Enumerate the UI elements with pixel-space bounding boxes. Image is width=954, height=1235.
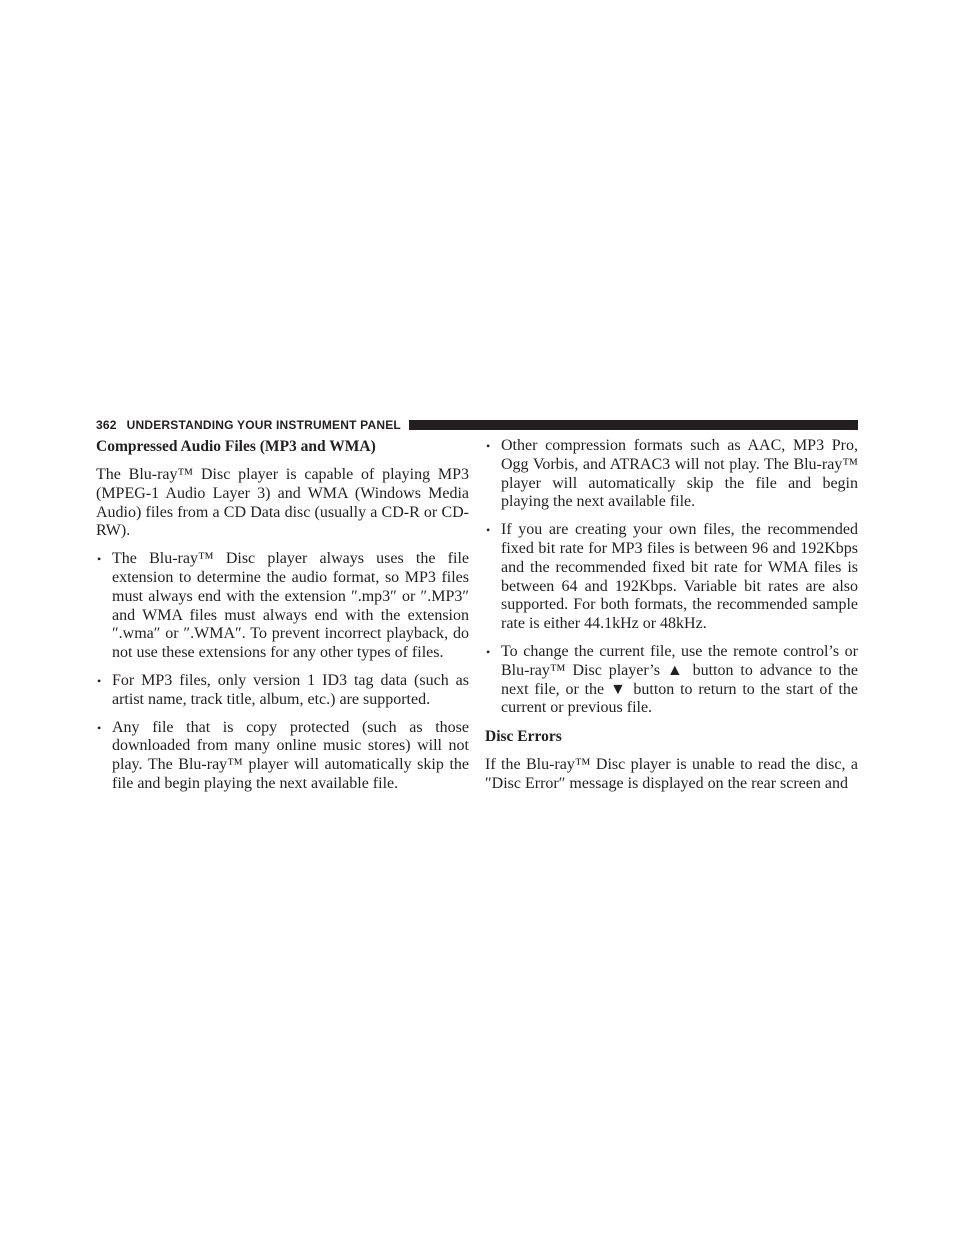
list-item xyxy=(96,672,469,710)
list-item xyxy=(485,643,858,718)
right-column xyxy=(485,437,858,803)
bullet-icon: • xyxy=(97,673,102,688)
bullet-icon: • xyxy=(97,552,102,567)
bullet-icon: • xyxy=(486,644,491,659)
bullet-icon: • xyxy=(486,439,491,453)
compressed-audio-heading: Compressed Audio Files (MP3 and WMA) xyxy=(96,438,376,455)
intro-paragraph: The Blu-ray™ Disc player is capable of playing MP3 (MPEG-1 Audio Layer 3) and WMA (Windows Media Audio) files from a CD Data disc (usually a CD-R or CD-RW). xyxy=(96,466,469,540)
page-header xyxy=(96,416,858,434)
bullet-icon: • xyxy=(97,720,102,735)
list-item-text: For MP3 files, only version 1 ID3 tag data (such as artist name, track title, album, etc.) are supported. xyxy=(112,671,469,708)
list-item-text: To change the current file, use the remote control’s or Blu-ray™ Disc player’s ▲ button to advance to the next file, or the ▼ button to return to the start of the current or previous file. xyxy=(501,642,858,717)
right-bullet-list xyxy=(485,437,858,718)
disc-errors-heading: Disc Errors xyxy=(485,728,562,746)
list-item xyxy=(485,521,858,634)
header-rule xyxy=(409,420,858,430)
section-title: UNDERSTANDING YOUR INSTRUMENT PANEL xyxy=(126,418,401,432)
page-number: 362 xyxy=(96,418,117,432)
left-bullet-list xyxy=(96,550,469,794)
list-item-text: Other compression formats such as AAC, MP3 Pro, Ogg Vorbis, and ATRAC3 will not play. The Blu-ray™ player will automatically skip the file and begin playing the next available file. xyxy=(501,437,858,511)
bullet-icon: • xyxy=(486,523,491,538)
list-item-text: If you are creating your own files, the recommended fixed bit rate for MP3 files is between 96 and 192Kbps and the recommended fixed bit rate for WMA files is between 64 and 192Kbps. Variable bit rates are also supported. For both formats, the recommended sample rate is either 44.1kHz or 48kHz. xyxy=(501,521,858,633)
list-item-text: Any file that is copy protected (such as those downloaded from many online music stores) will not play. The Blu-ray™ player will automatically skip the file and begin playing the next available file. xyxy=(112,718,469,792)
list-item xyxy=(485,437,858,512)
list-item-text: The Blu-ray™ Disc player always uses the file extension to determine the audio format, so MP3 files must always end with the extension ″.mp3″ or ″.MP3″ and WMA files must always end with the extension ″.wma″ or ″.WMA″. To prevent incorrect playback, do not use these extensions for any other types of files. xyxy=(112,550,469,662)
left-column xyxy=(96,437,469,803)
list-item xyxy=(96,719,469,794)
disc-errors-paragraph: If the Blu-ray™ Disc player is unable to read the disc, a ″Disc Error″ message is displayed on the rear screen and xyxy=(485,756,858,792)
list-item xyxy=(96,550,469,663)
